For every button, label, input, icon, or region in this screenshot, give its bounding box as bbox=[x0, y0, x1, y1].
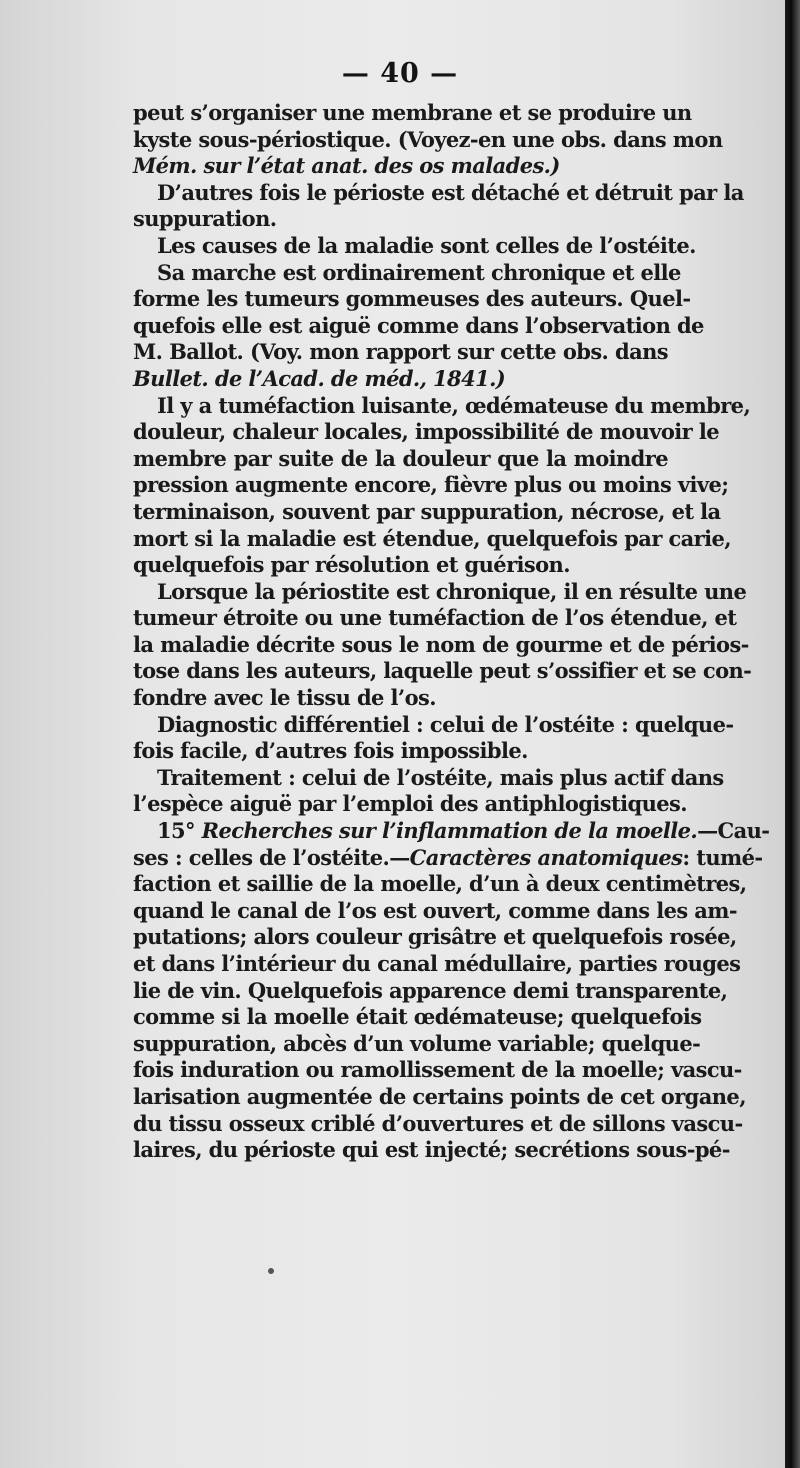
text-line: quelquefois par résolution et guérison. bbox=[133, 552, 570, 578]
page-number: — 40 — bbox=[341, 58, 459, 89]
text-line bbox=[133, 818, 770, 845]
text-line: du tissu osseux criblé d’ouvertures et de sillons vascu- bbox=[133, 1110, 743, 1136]
text-line: laires, du périoste qui est injecté; secrétions sous-pé- bbox=[133, 1137, 730, 1163]
body-text bbox=[133, 100, 770, 1164]
scan-edge bbox=[785, 0, 800, 1468]
paragraph bbox=[133, 232, 696, 260]
text-line: la maladie décrite sous le nom de gourme et de périos- bbox=[133, 631, 749, 657]
text-line: fondre avec le tissu de l’os. bbox=[133, 685, 436, 711]
text-line: Sa marche est ordinairement chronique et elle bbox=[157, 259, 681, 285]
text-fragment: —Cau- bbox=[697, 818, 770, 844]
text-line: mort si la maladie est étendue, quelquefois par carie, bbox=[133, 525, 732, 551]
text-line: Lorsque la périostite est chronique, il en résulte une bbox=[157, 578, 747, 604]
text-line: pression augmente encore, fièvre plus ou moins vive; bbox=[133, 472, 729, 498]
text-line: D’autres fois le périoste est détaché et détruit par la bbox=[157, 179, 744, 205]
text-line: putations; alors couleur grisâtre et quelquefois rosée, bbox=[133, 924, 737, 950]
text-line: comme si la moelle était œdémateuse; quelquefois bbox=[133, 1004, 702, 1030]
text-line: fois induration ou ramollissement de la moelle; vascu- bbox=[133, 1057, 742, 1083]
section-title: Recherches sur l’inflammation de la moelle. bbox=[201, 818, 698, 844]
text-line: et dans l’intérieur du canal médullaire, parties rouges bbox=[133, 951, 741, 976]
subheading: Caractères anatomiques bbox=[409, 844, 683, 870]
paragraph bbox=[133, 179, 744, 233]
text-line: Il y a tuméfaction luisante, œdémateuse du membre, bbox=[157, 392, 751, 418]
text-line: kyste sous-périostique. (Voyez-en une obs. dans mon bbox=[133, 126, 723, 152]
text-line: Mém. sur l’état anat. des os malades.) bbox=[133, 153, 560, 179]
text-line: Traitement : celui de l’ostéite, mais plus actif dans bbox=[157, 764, 724, 790]
text-line bbox=[133, 844, 763, 872]
text-line: l’espèce aiguë par l’emploi des antiphlogistiques. bbox=[133, 791, 687, 817]
text-line: tose dans les auteurs, laquelle peut s’ossifier et se con- bbox=[133, 658, 752, 684]
text-line: tumeur étroite ou une tuméfaction de l’os étendue, et bbox=[133, 605, 737, 631]
text-line: faction et saillie de la moelle, d’un à deux centimètres, bbox=[133, 871, 747, 897]
text-line: terminaison, souvent par suppuration, nécrose, et la bbox=[133, 498, 721, 524]
paragraph bbox=[133, 100, 723, 180]
ink-speck bbox=[268, 1268, 274, 1274]
text-line: quand le canal de l’os est ouvert, comme dans les am- bbox=[133, 897, 738, 923]
text-line: forme les tumeurs gommeuses des auteurs. Quel- bbox=[133, 286, 691, 312]
text-line: Diagnostic différentiel : celui de l’ostéite : quelque- bbox=[157, 711, 734, 737]
text-fragment: ses : celles de l’ostéite.— bbox=[133, 844, 410, 870]
text-line: larisation augmentée de certains points de cet organe, bbox=[133, 1083, 746, 1109]
paragraph bbox=[133, 392, 751, 579]
text-fragment: : tumé- bbox=[682, 844, 763, 870]
text-line: suppuration, abcès d’un volume variable; quelque- bbox=[133, 1030, 701, 1056]
text-line: douleur, chaleur locales, impossibilité de mouvoir le bbox=[133, 419, 719, 445]
text-line: Bullet. de l’Acad. de méd., 1841.) bbox=[133, 365, 506, 391]
text-line: lie de vin. Quelquefois apparence demi transparente, bbox=[133, 977, 728, 1003]
section-number: 15° bbox=[157, 818, 202, 844]
text-line: fois facile, d’autres fois impossible. bbox=[133, 738, 528, 764]
text-line: quefois elle est aiguë comme dans l’observation de bbox=[133, 312, 704, 338]
paragraph bbox=[133, 259, 704, 393]
paragraph bbox=[133, 711, 734, 765]
text-line: peut s’organiser une membrane et se produire un bbox=[133, 100, 692, 125]
paragraph bbox=[133, 818, 770, 1164]
text-line: suppuration. bbox=[133, 206, 277, 232]
paragraph bbox=[133, 764, 724, 818]
text-line: membre par suite de la douleur que la moindre bbox=[133, 445, 668, 471]
paragraph bbox=[133, 578, 752, 712]
text-line: Les causes de la maladie sont celles de l’ostéite. bbox=[157, 232, 696, 258]
text-line: M. Ballot. (Voy. mon rapport sur cette obs. dans bbox=[133, 339, 668, 365]
